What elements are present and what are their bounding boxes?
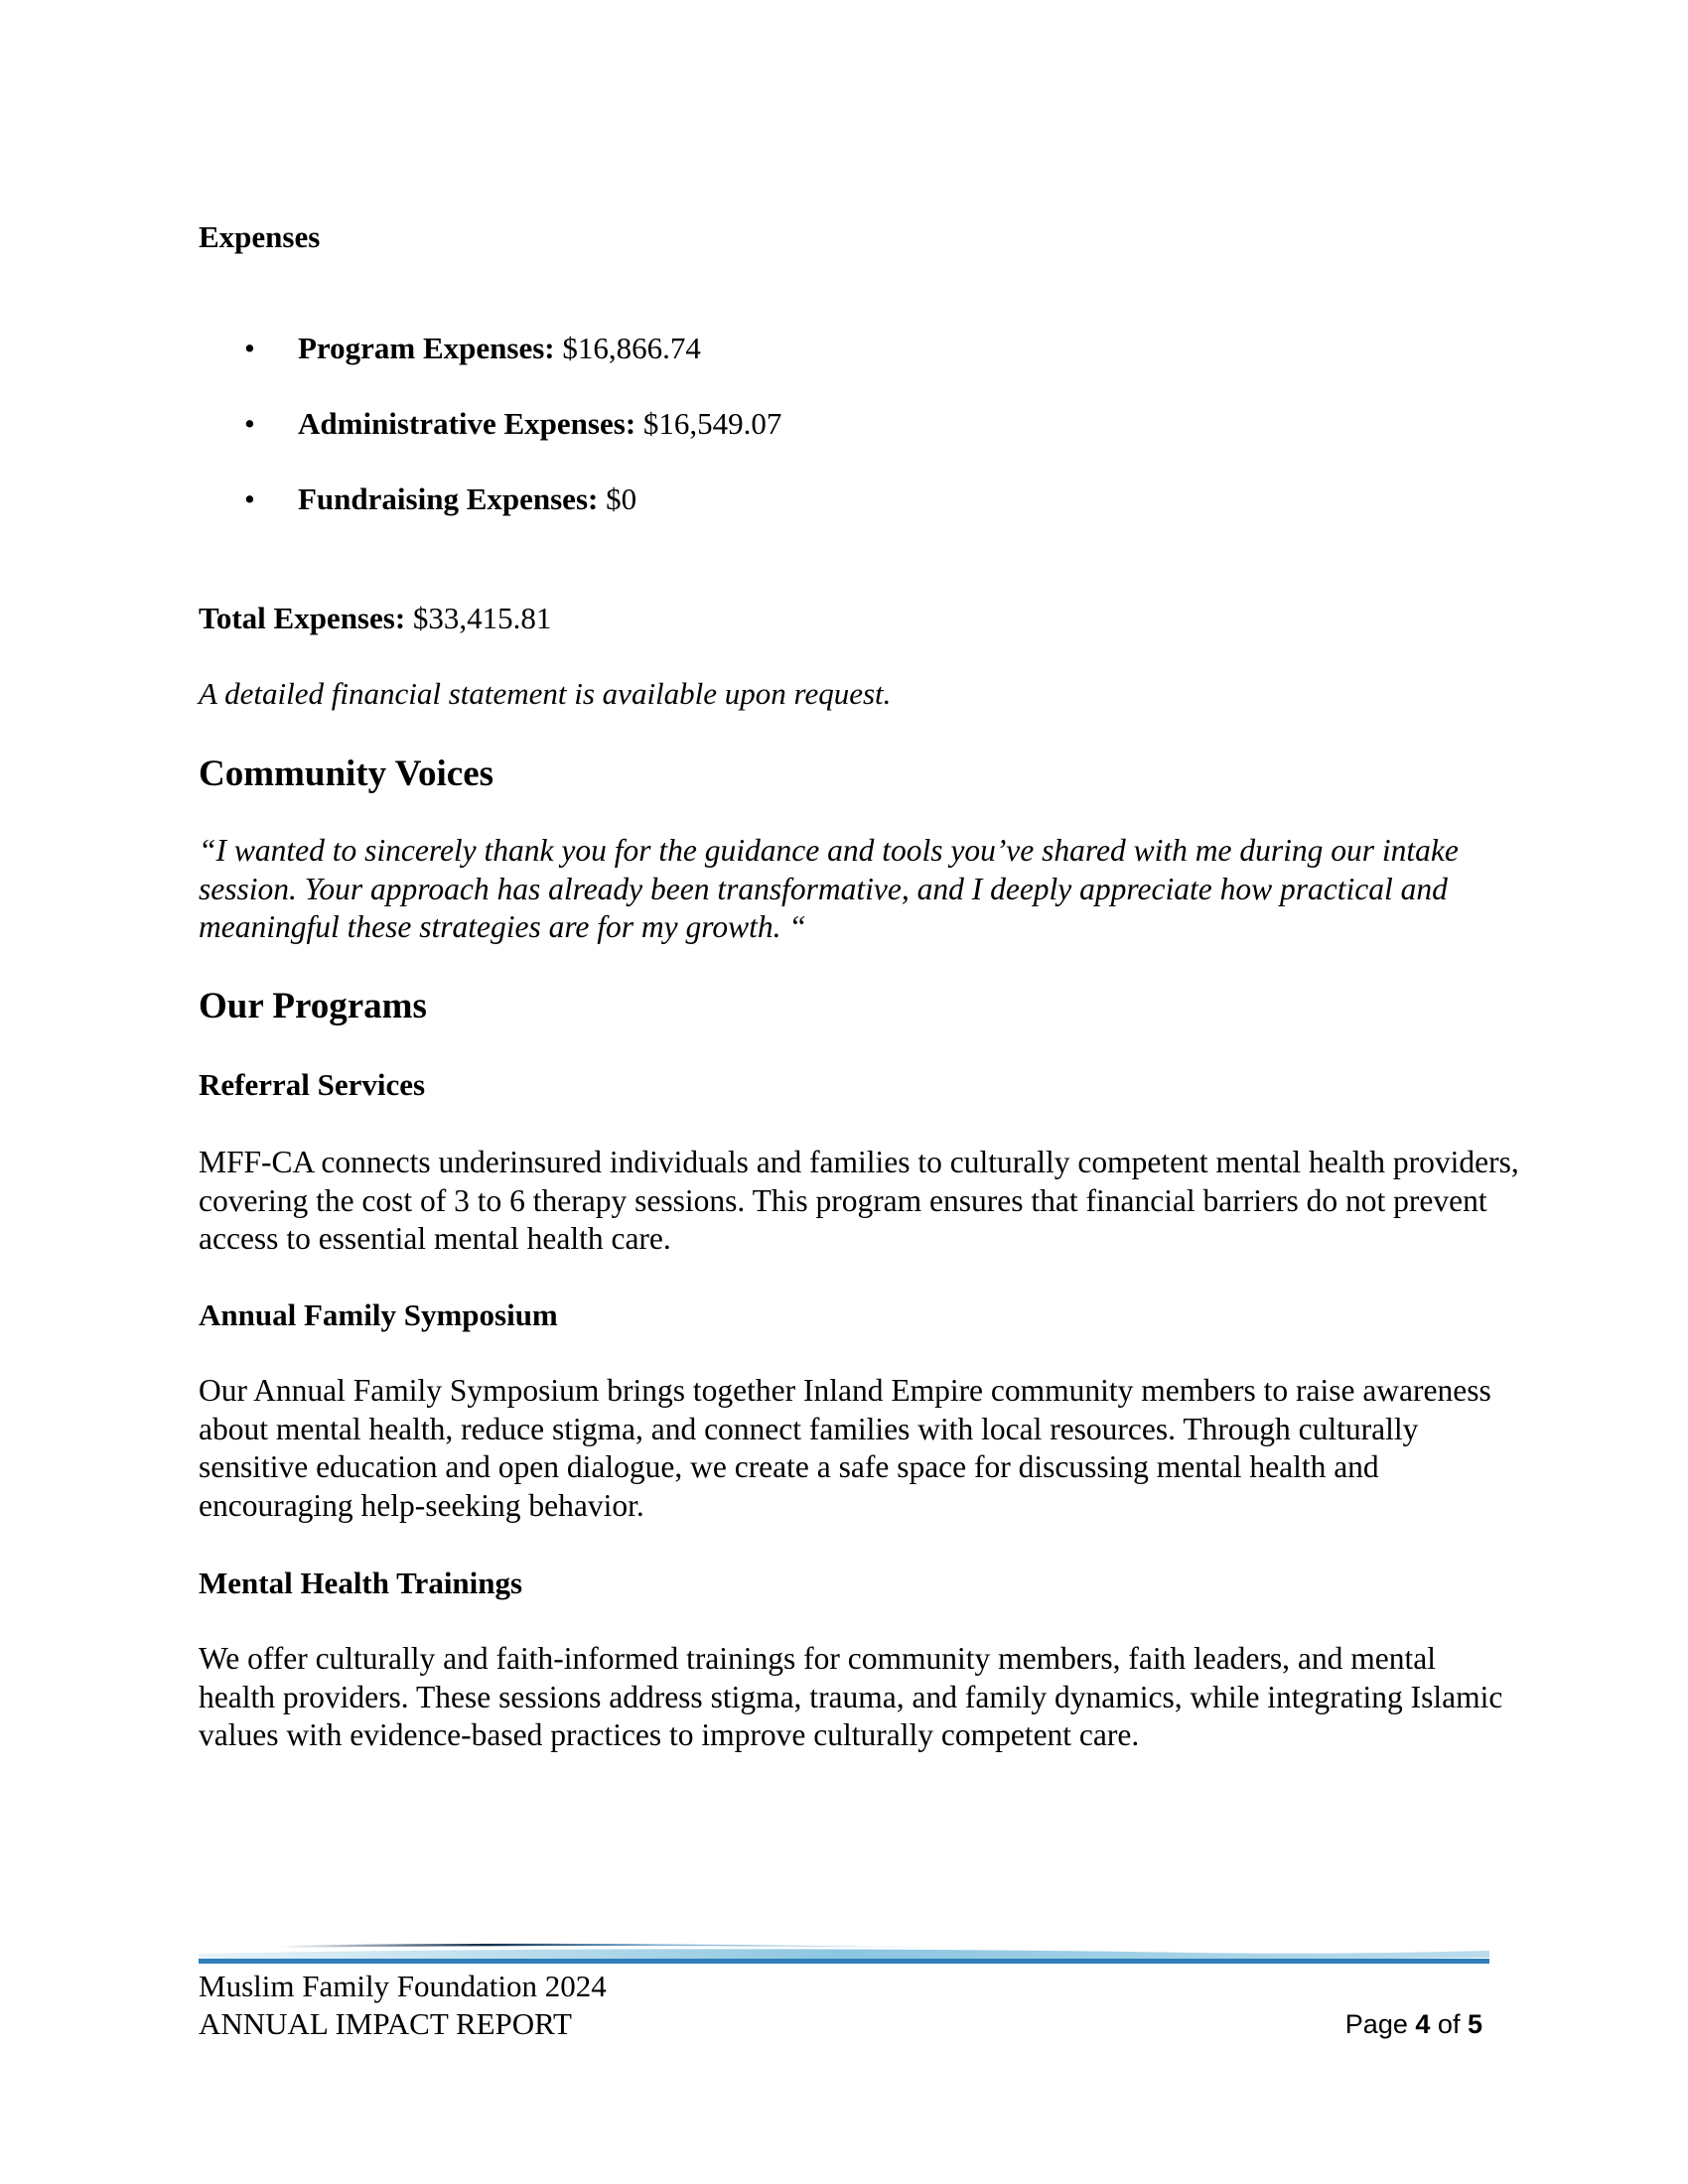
total-expenses-label: Total Expenses: <box>199 601 406 635</box>
expense-label: Fundraising Expenses: <box>298 481 599 516</box>
expense-value: $16,549.07 <box>642 406 782 441</box>
total-expenses <box>199 600 551 637</box>
total-expenses-value: $33,415.81 <box>412 601 552 635</box>
footer-wave-divider <box>199 1942 1489 1966</box>
page-prefix: Page <box>1344 2009 1408 2039</box>
page-total: 5 <box>1467 2009 1482 2039</box>
expenses-heading: Expenses <box>199 219 321 254</box>
footer-report-title: ANNUAL IMPACT REPORT <box>199 2006 572 2041</box>
program-description-family-symposium: Our Annual Family Symposium brings together Inland Empire community members to raise awareness about mental health, reduce stigma, and connect families with local resources. Through culturally sensitive education and open dialogue, we create a safe space for discussing mental health and encouraging help-seeking behavior. <box>199 1373 1491 1523</box>
bullet: • <box>244 481 255 516</box>
expense-label: Program Expenses: <box>298 331 555 365</box>
program-title-family-symposium: Annual Family Symposium <box>199 1297 558 1332</box>
bullet: • <box>244 331 255 365</box>
bullet: • <box>244 406 255 441</box>
wave-light <box>199 1949 1489 1960</box>
page-of: of <box>1437 2009 1461 2039</box>
program-title-mental-health-trainings: Mental Health Trainings <box>199 1566 523 1600</box>
expenses-list <box>199 330 781 556</box>
program-title-referral-services: Referral Services <box>199 1067 426 1102</box>
expense-label: Administrative Expenses: <box>298 406 636 441</box>
program-description-mental-health-trainings: We offer culturally and faith-informed trainings for community members, faith leaders, and mental health providers. These sessions address stigma, trauma, and family dynamics, while integrating Islamic values with evidence-based practices to improve culturally competent care. <box>199 1641 1503 1752</box>
program-description-referral-services: MFF-CA connects underinsured individuals and families to culturally competent mental health providers, covering the cost of 3 to 6 therapy sessions. This program ensures that financial barriers do not prevent access to essential mental health care. <box>199 1145 1519 1256</box>
wave-dark <box>278 1944 973 1948</box>
expense-item-administrative <box>199 405 781 480</box>
expense-value: $0 <box>606 481 637 516</box>
community-voices-heading: Community Voices <box>199 753 494 794</box>
wave-base <box>199 1959 1489 1964</box>
expense-item-fundraising <box>199 480 781 556</box>
testimonial-quote: “I wanted to sincerely thank you for the guidance and tools you’ve shared with me during our intake session. Your approach has already been transformative, and I deeply appreciate how practical and meaningful these strategies are for my growth. “ <box>199 833 1459 944</box>
financial-statement-note: A detailed financial statement is available upon request. <box>199 676 892 711</box>
page-current: 4 <box>1415 2009 1431 2039</box>
expense-item-program <box>199 330 781 405</box>
footer-organization: Muslim Family Foundation 2024 <box>199 1969 607 2003</box>
page-number <box>1345 2006 1482 2042</box>
expense-value: $16,866.74 <box>562 331 701 365</box>
our-programs-heading: Our Programs <box>199 986 427 1026</box>
